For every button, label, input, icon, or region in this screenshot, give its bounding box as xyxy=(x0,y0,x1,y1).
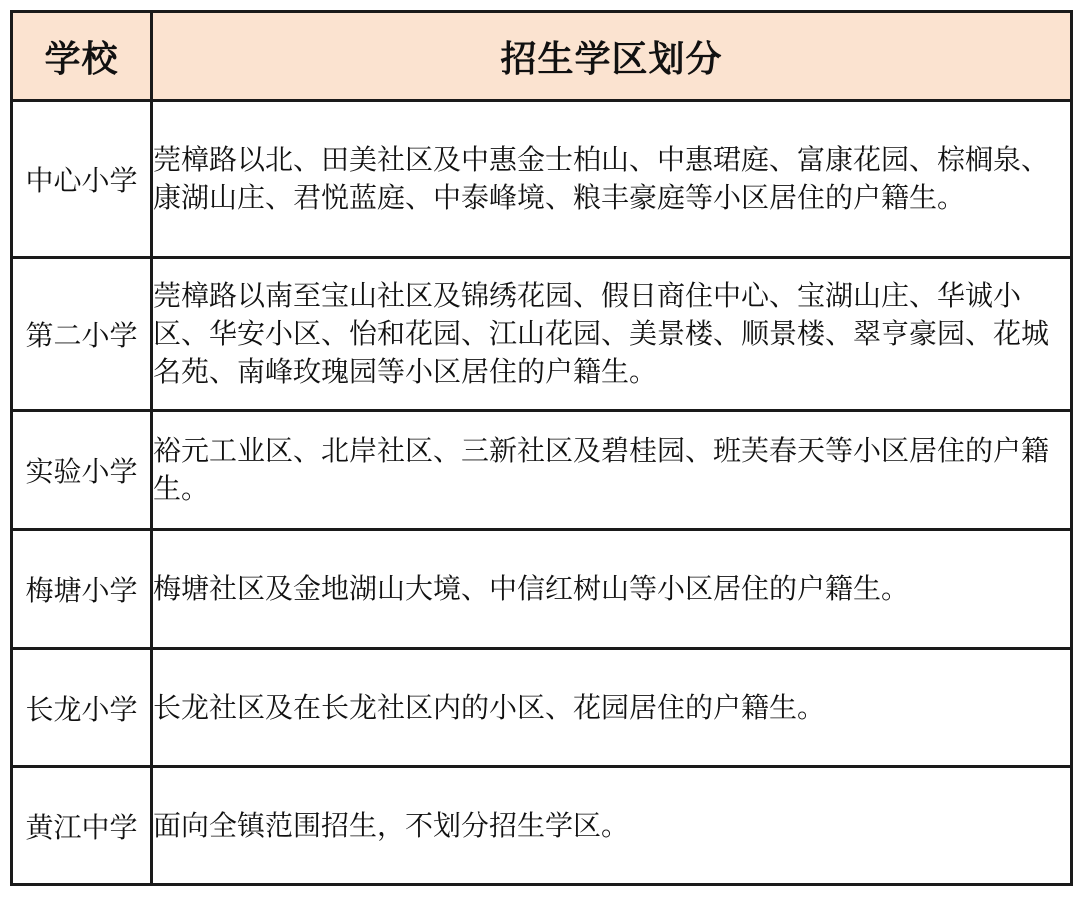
school-name: 黄江中学 xyxy=(12,767,152,885)
zone-description: 裕元工业区、北岸社区、三新社区及碧桂园、班芙春天等小区居住的户籍生。 xyxy=(152,411,1072,530)
school-zone-sheet xyxy=(10,10,1070,886)
header-school: 学校 xyxy=(12,12,152,101)
zone-description: 莞樟路以南至宝山社区及锦绣花园、假日商住中心、宝湖山庄、华诚小区、华安小区、怡和花园、江山花园、美景楼、顺景楼、翠亨豪园、花城名苑、南峰玫瑰园等小区居住的户籍生。 xyxy=(152,258,1072,411)
zone-description: 长龙社区及在长龙社区内的小区、花园居住的户籍生。 xyxy=(152,649,1072,767)
table-row xyxy=(12,649,1072,767)
school-zone-table xyxy=(10,10,1073,886)
zone-description: 梅塘社区及金地湖山大境、中信红树山等小区居住的户籍生。 xyxy=(152,530,1072,649)
table-row xyxy=(12,411,1072,530)
table-row xyxy=(12,530,1072,649)
table-row xyxy=(12,767,1072,885)
school-name: 中心小学 xyxy=(12,101,152,258)
header-row xyxy=(12,12,1072,101)
school-name: 第二小学 xyxy=(12,258,152,411)
header-area: 招生学区划分 xyxy=(152,12,1072,101)
zone-description: 面向全镇范围招生，不划分招生学区。 xyxy=(152,767,1072,885)
school-name: 实验小学 xyxy=(12,411,152,530)
school-name: 梅塘小学 xyxy=(12,530,152,649)
school-name: 长龙小学 xyxy=(12,649,152,767)
zone-description: 莞樟路以北、田美社区及中惠金士柏山、中惠珺庭、富康花园、棕榈泉、康湖山庄、君悦蓝庭、中泰峰境、粮丰豪庭等小区居住的户籍生。 xyxy=(152,101,1072,258)
table-row xyxy=(12,258,1072,411)
table-row xyxy=(12,101,1072,258)
